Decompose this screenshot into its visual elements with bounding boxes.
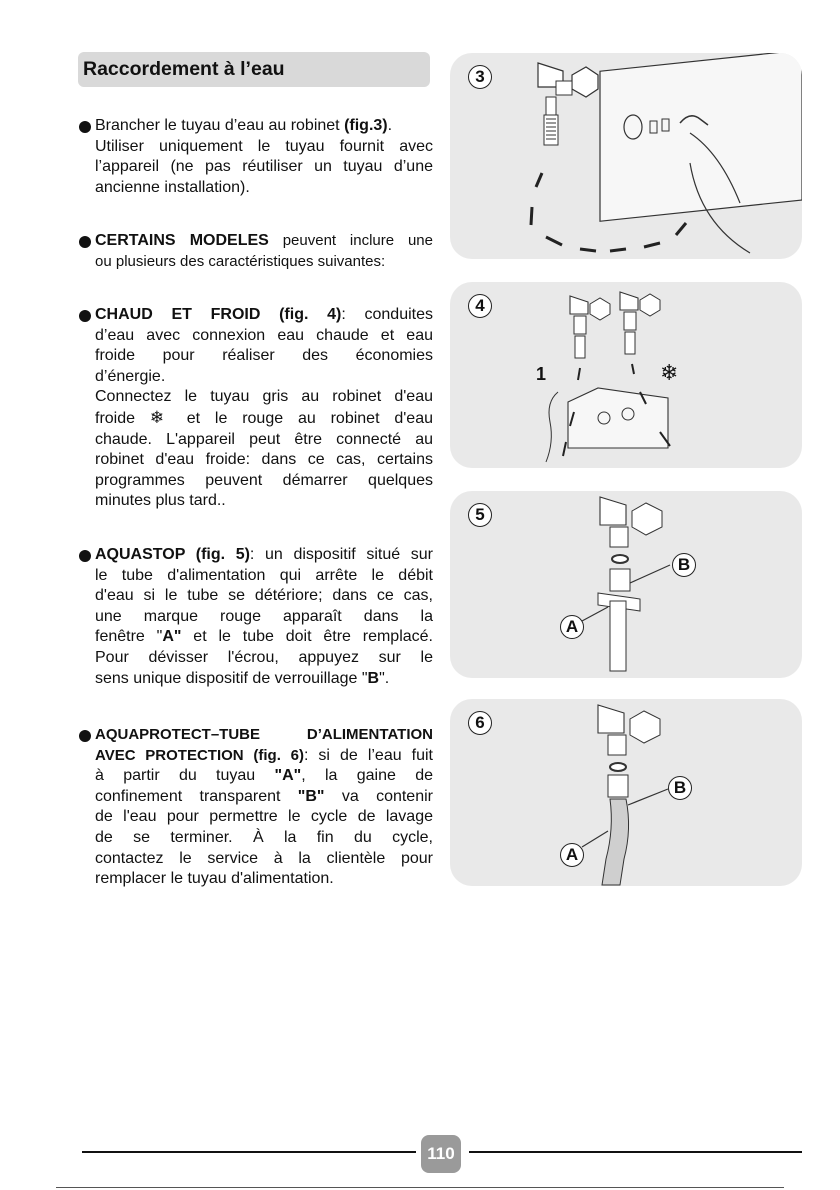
text: peuvent inclure une: [268, 232, 433, 249]
snowflake-icon: ❄: [149, 407, 165, 427]
text-line: ancienne installation).: [95, 178, 250, 196]
heading-text: CHAUD ET FROID (fig. 4): [95, 306, 342, 323]
figure-5-illustration: [450, 491, 802, 678]
text-line: programmes peuvent démarrer quelques: [95, 471, 433, 489]
text: et le rouge au robinet d'eau: [186, 409, 433, 427]
hot-water-label: 1: [536, 364, 547, 384]
figure-6-illustration: [450, 699, 802, 886]
text: froide: [95, 409, 136, 427]
label-b: B: [672, 553, 696, 577]
label-ref: "B": [297, 787, 325, 805]
figure-3-illustration: [450, 53, 802, 259]
bullet-icon: [79, 310, 91, 322]
text-line: chaude. L'appareil peut être connecté au: [95, 430, 433, 448]
bullet-icon: [79, 730, 91, 742]
text: à partir du tuyau: [95, 767, 275, 785]
text-line: Utiliser uniquement le tuyau fournit avec: [95, 137, 433, 155]
label-a: A: [560, 615, 584, 639]
text-line: Pour dévisser l'écrou, appuyez sur le: [95, 648, 433, 666]
figure-number: 5: [468, 503, 492, 527]
heading-text: AQUAPROTECT–TUBE D’ALIMENTATION: [95, 726, 433, 743]
paragraph-hose-connection: [78, 116, 433, 198]
text: : conduites: [341, 306, 433, 323]
label-ref: B: [367, 669, 380, 687]
text: sens unique dispositif de verrouillage ": [95, 669, 368, 687]
text: .: [387, 117, 393, 134]
footer-rule-left: [82, 1151, 416, 1153]
text-line: d'eau si le tube se détériore; dans ce cas,: [95, 587, 433, 605]
text: va contenir: [324, 787, 433, 805]
paragraph-some-models: [78, 231, 433, 272]
bullet-icon: [79, 236, 91, 248]
text: confinement transparent: [95, 787, 298, 805]
text: Brancher le tuyau d’eau au robinet: [95, 117, 345, 134]
figure-4-illustration: [450, 282, 802, 468]
text-line: minutes plus tard..: [95, 492, 226, 510]
text: fenêtre ": [95, 628, 163, 646]
bottom-rule: [56, 1187, 784, 1188]
text-line: d’eau avec connexion eau chaude et eau: [95, 326, 433, 344]
bullet-icon: [79, 550, 91, 562]
fig-ref: (fig.3): [344, 117, 388, 134]
paragraph-aquaprotect: [78, 725, 433, 890]
footer-rule-right: [469, 1151, 802, 1153]
text: et le tube doit être remplacé.: [181, 628, 433, 646]
text-line: froide pour réaliser des économies: [95, 347, 433, 365]
figure-number: 3: [468, 65, 492, 89]
text-line: de se terminer. À la fin du cycle,: [95, 828, 433, 846]
figure-3-panel: [450, 53, 802, 259]
text-line: Connectez le tuyau gris au robinet d'eau: [95, 388, 433, 406]
figure-number: 4: [468, 294, 492, 318]
text: , la gaine de: [301, 767, 433, 785]
text-line: remplacer le tuyau d'alimentation.: [95, 870, 334, 888]
heading-text: CERTAINS MODELES: [95, 232, 269, 249]
label-b: B: [668, 776, 692, 800]
text: ".: [379, 669, 390, 687]
section-title: Raccordement à l’eau: [78, 52, 430, 87]
text-line: robinet d'eau froide: dans ce cas, certains: [95, 451, 433, 469]
figure-5-panel: [450, 491, 802, 678]
figure-number: 6: [468, 711, 492, 735]
text-line: d’énergie.: [95, 367, 166, 385]
text: : un dispositif situé sur: [249, 546, 433, 563]
heading-text: AQUASTOP (fig. 5): [95, 546, 250, 563]
label-a: A: [560, 843, 584, 867]
text: : si de l’eau fuit: [303, 746, 433, 764]
figure-4-panel: [450, 282, 802, 468]
page-number: 110: [421, 1135, 461, 1173]
paragraph-hot-cold: [78, 305, 433, 512]
label-ref: "A": [274, 767, 302, 785]
paragraph-aquastop: [78, 545, 433, 689]
text-line: contactez le service à la clientèle pour: [95, 849, 433, 867]
label-ref: A": [162, 628, 182, 646]
text-line: le tube d'alimentation qui arrête le débit: [95, 566, 433, 584]
heading-text: AVEC PROTECTION (fig. 6): [95, 746, 304, 764]
text-line: une marque rouge apparaît dans la: [95, 607, 433, 625]
text-line: l’appareil (ne pas réutiliser un tuyau d’une: [95, 158, 433, 176]
text-line: ou plusieurs des caractéristiques suivantes:: [95, 252, 386, 270]
snowflake-icon: ❄: [660, 360, 679, 385]
figure-6-panel: [450, 699, 802, 886]
text-line: de l'eau pour permettre le cycle de lavage: [95, 808, 433, 826]
bullet-icon: [79, 121, 91, 133]
